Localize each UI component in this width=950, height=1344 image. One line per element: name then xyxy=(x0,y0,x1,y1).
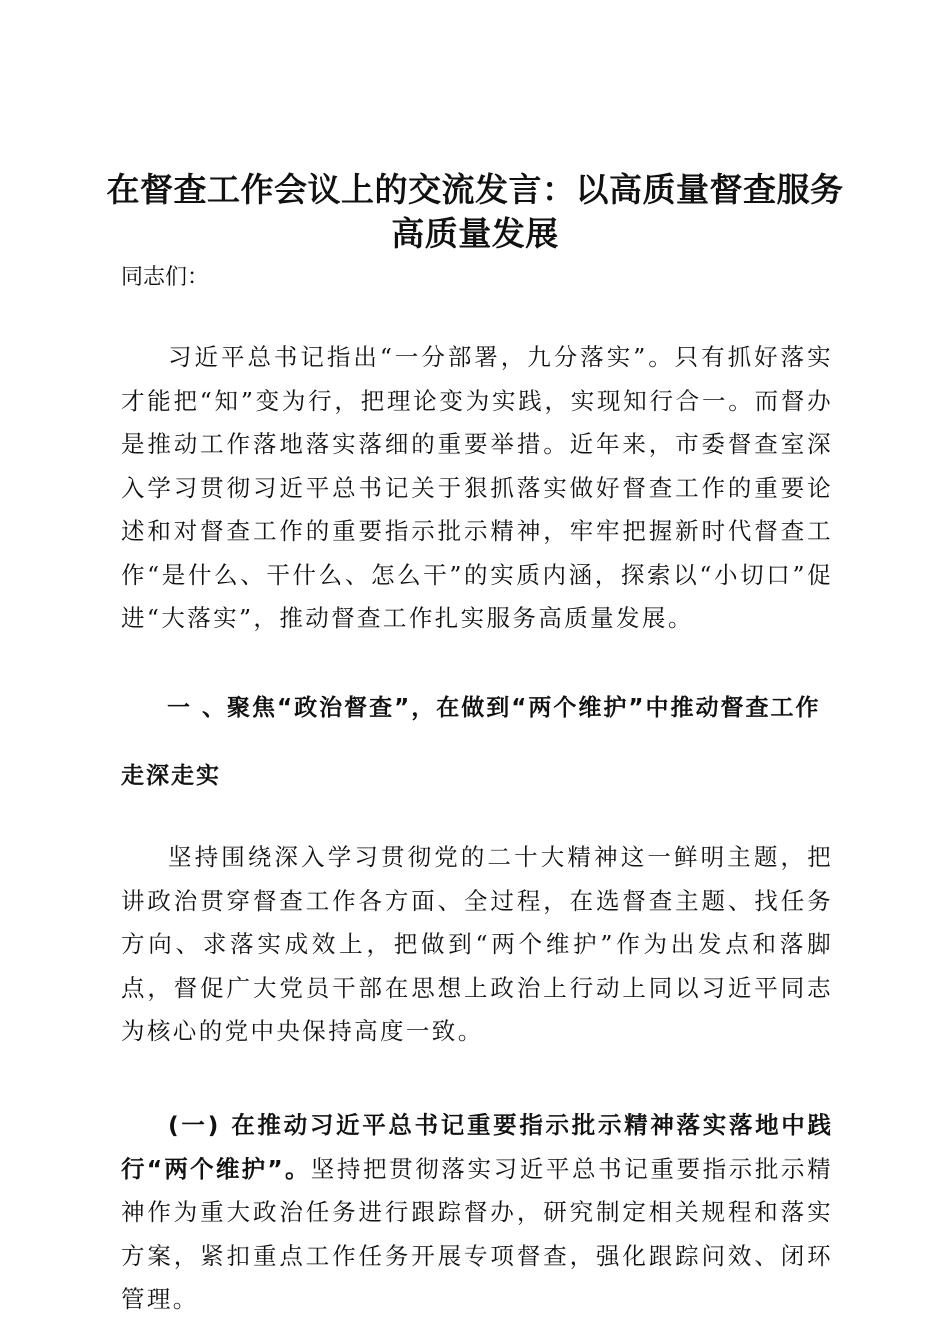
intro-paragraph: 习近平总书记指出“一分部署，九分落实”。只有抓好落实才能把“知”变为行，把理论变为实践，实现知行合一。而督办是推动工作落地落实落细的重要举措。近年来，市委督查室深入学习贯彻习近平总书记关于狠抓落实做好督查工作的重要论述和对督查工作的重要指示批示精神，牢牢把握新时代督查工作“是什么、干什么、怎么干”的实质内涵，探索以“小切口”促进“大落实”，推动督查工作扎实服务高质量发展。 xyxy=(121,343,833,632)
document-title: 在督查工作会议上的交流发言：以高质量督查服务高质量发展 xyxy=(106,170,844,253)
subsection-1-body: 坚持把贯彻落实习近平总书记重要指示批示精神作为重大政治任务进行跟踪督办，研究制定相关规程和落实方案，紧扣重点工作任务开展专项督查，强化跟踪问效、闭环管理。 xyxy=(121,1154,834,1313)
section-1-paragraph: 坚持围绕深入学习贯彻党的二十大精神这一鲜明主题，把讲政治贯穿督查工作各方面、全过程，在选督查主题、找任务方向、求落实成效上，把做到“两个维护”作为出发点和落脚点，督促广大党员干部在思想上政治上行动上同以习近平同志为核心的党中央保持高度一致。 xyxy=(121,843,833,1045)
section-1-heading: 一 、聚焦“政治督查”，在做到“两个维护”中推动督查工作走深走实 xyxy=(121,695,821,789)
salutation: 同志们： xyxy=(121,265,210,290)
subsection-1-paragraph xyxy=(121,1104,833,1322)
subsection-1-heading: (一) 在推动习近平总书记重要指示批示精神落实落地中践行“两个维护”。 xyxy=(121,1111,833,1183)
